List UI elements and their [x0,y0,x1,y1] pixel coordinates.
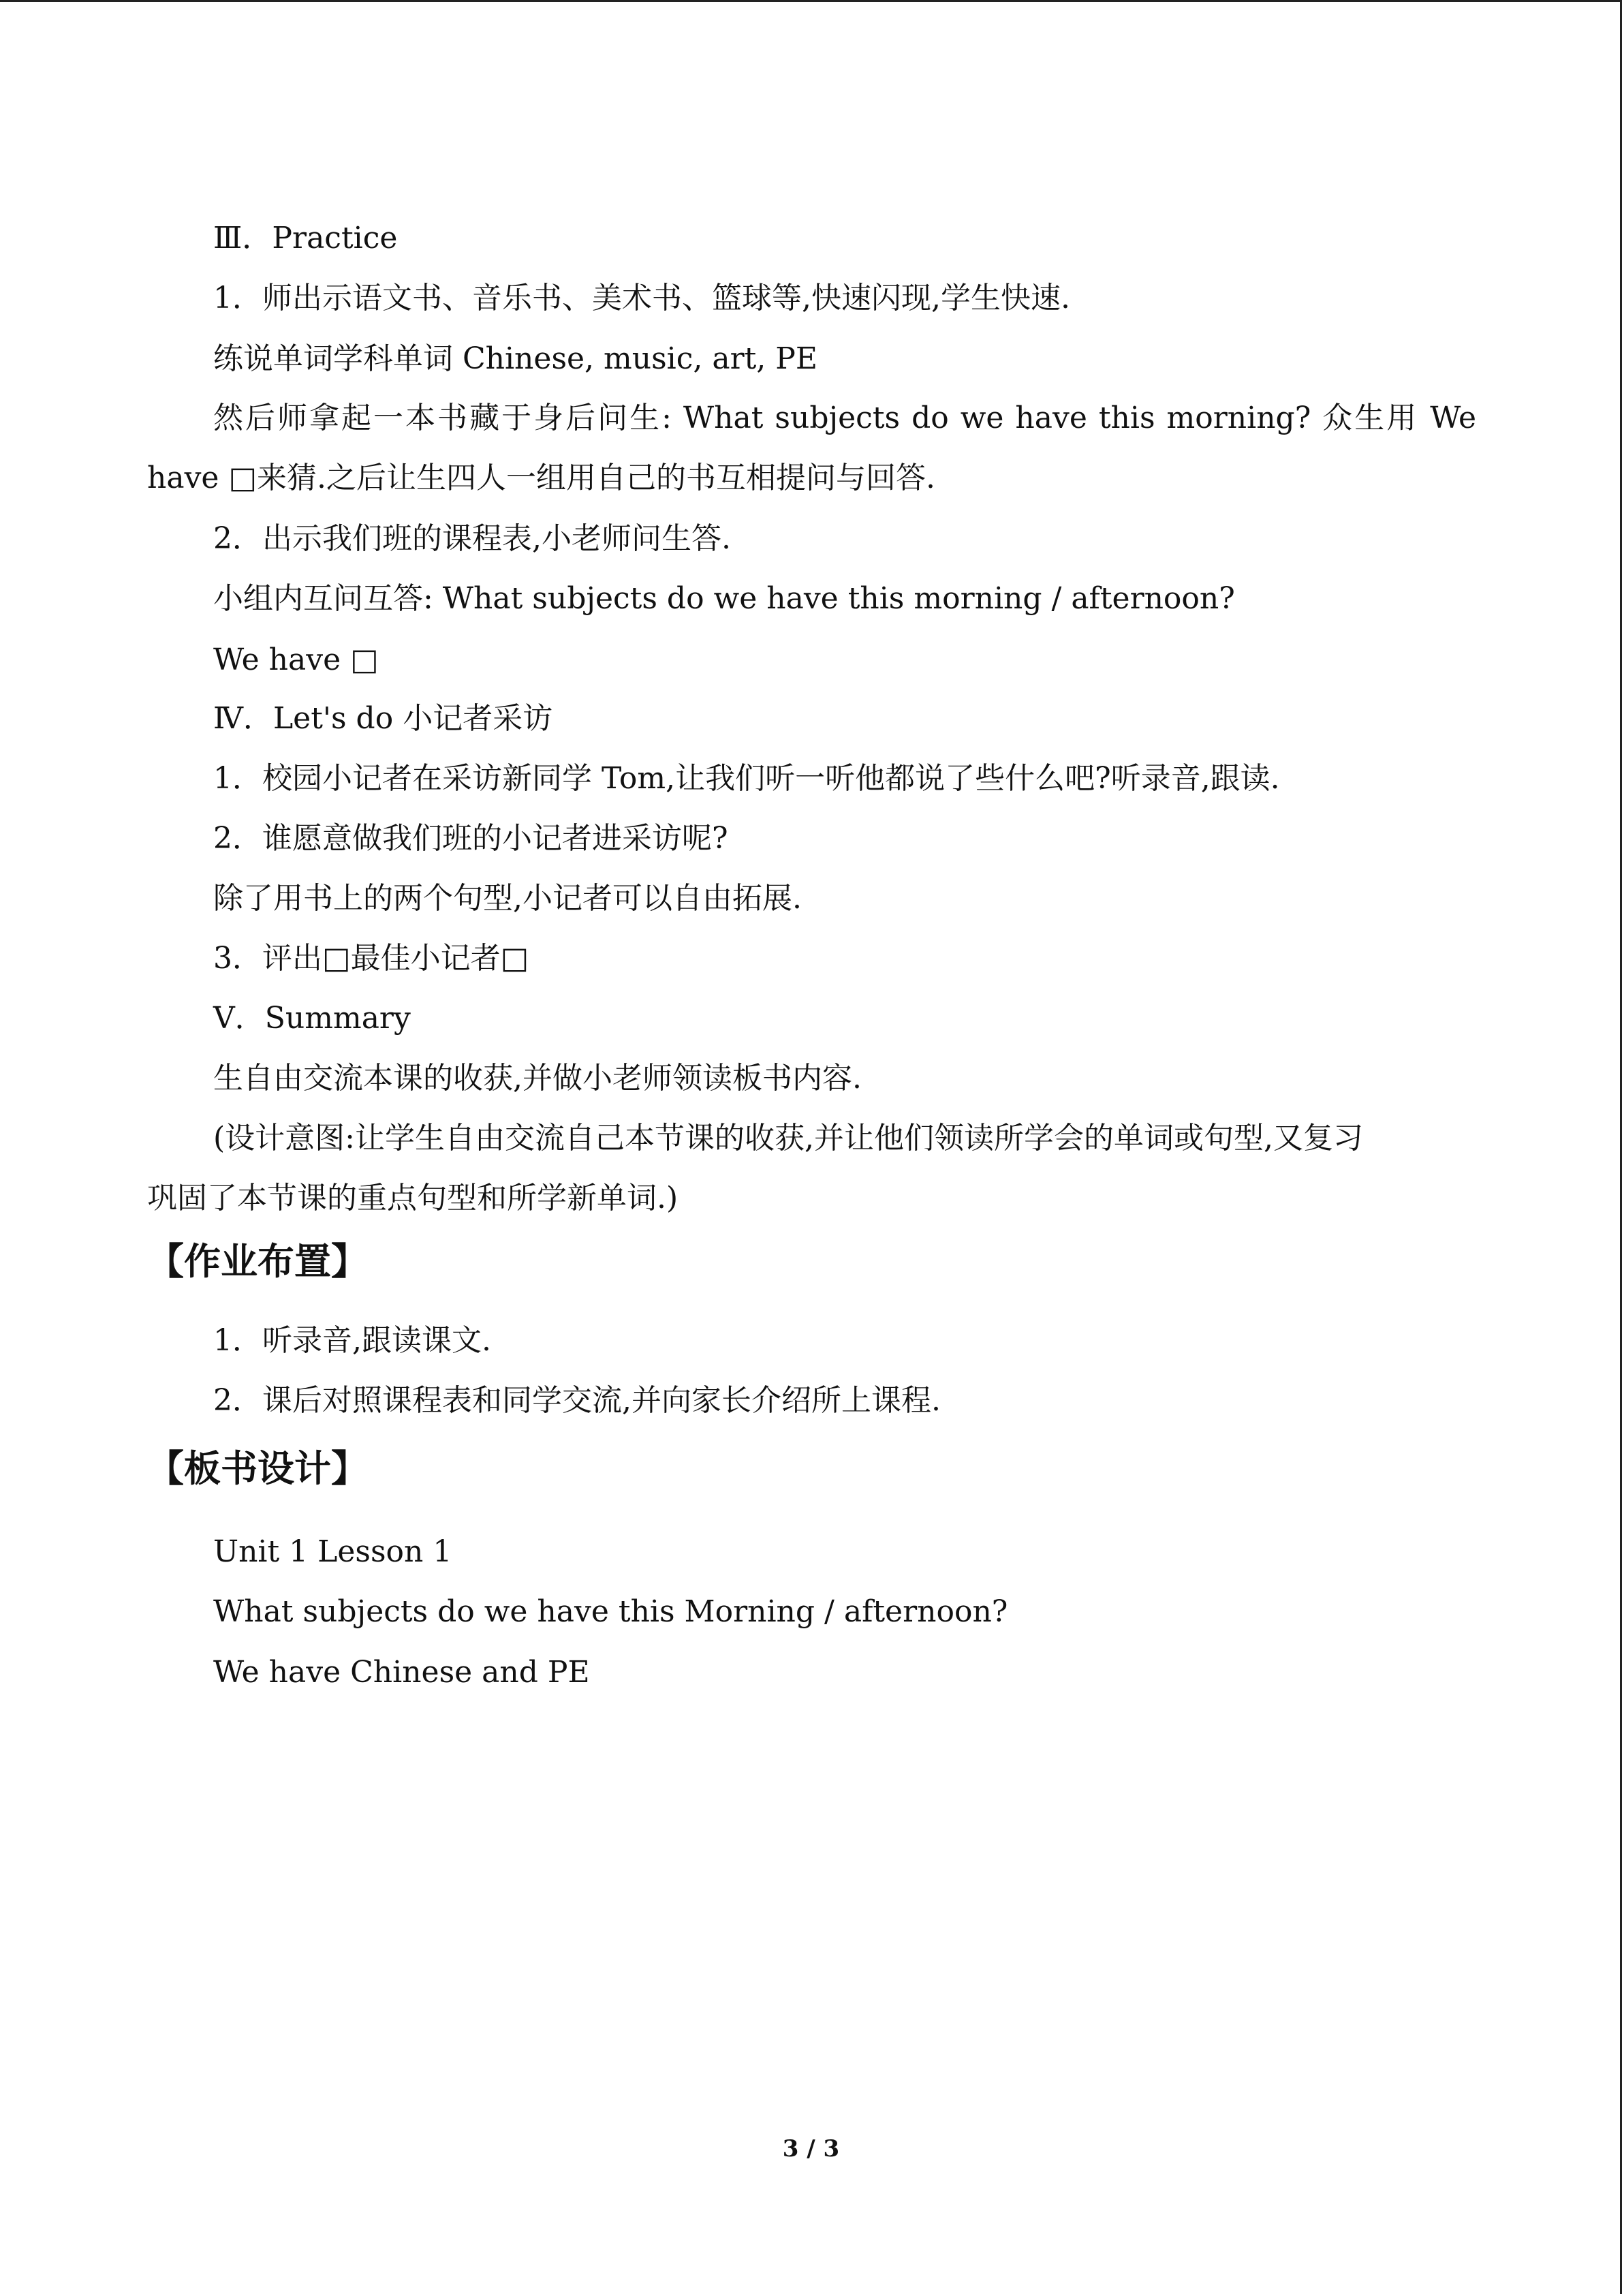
paragraph: 巩固了本节课的重点句型和所学新单词.) [147,1181,679,1215]
section-practice-title: Ⅲ．Practice [213,221,398,255]
paragraph: 1．听录音,跟读课文. [213,1323,491,1358]
paragraph: 2．出示我们班的课程表,小老师问生答. [213,521,731,556]
paragraph: 2．课后对照课程表和同学交流,并向家长介绍所上课程. [213,1383,941,1418]
paragraph: We have Chinese and PE [213,1655,590,1690]
paragraph: We have □ [213,642,379,677]
paragraph: (设计意图:让学生自由交流自己本节课的收获,并让他们领读所学会的单词或句型,又复习 [213,1121,1363,1155]
paragraph: 除了用书上的两个句型,小记者可以自由拓展. [213,881,802,916]
paragraph: 1．校园小记者在采访新同学 Tom,让我们听一听他都说了些什么吧?听录音,跟读. [213,761,1280,796]
page-number: 3 / 3 [782,2135,840,2162]
paragraph: 2．谁愿意做我们班的小记者进采访呢? [213,821,728,856]
section-board-heading: 【板书设计】 [147,1447,368,1490]
paragraph: 3．评出□最佳小记者□ [213,941,529,976]
paragraph: Unit 1 Lesson 1 [213,1534,452,1569]
paragraph: 练说单词学科单词 Chinese, music, art, PE [213,341,818,376]
paragraph: 1．师出示语文书、音乐书、美术书、篮球等,快速闪现,学生快速. [213,281,1070,315]
paragraph: 生自由交流本课的收获,并做小老师领读板书内容. [213,1061,862,1096]
page-content [0,2,1622,2296]
paragraph-text: 然后师拿起一本书藏于身后问生: What subjects do we have this morning? 众生用 We [213,401,1476,435]
section-summary-title: Ⅴ．Summary [213,1001,411,1036]
paragraph: 小组内互问互答: What subjects do we have this morning / afternoon? [213,581,1235,616]
paragraph: What subjects do we have this Morning / afternoon? [213,1594,1008,1629]
paragraph-justified [213,398,1476,439]
section-letsdo-title: Ⅳ．Let's do 小记者采访 [213,701,553,736]
paragraph: have □来猜.之后让生四人一组用自己的书互相提问与回答. [147,461,935,495]
section-homework-heading: 【作业布置】 [147,1240,368,1283]
